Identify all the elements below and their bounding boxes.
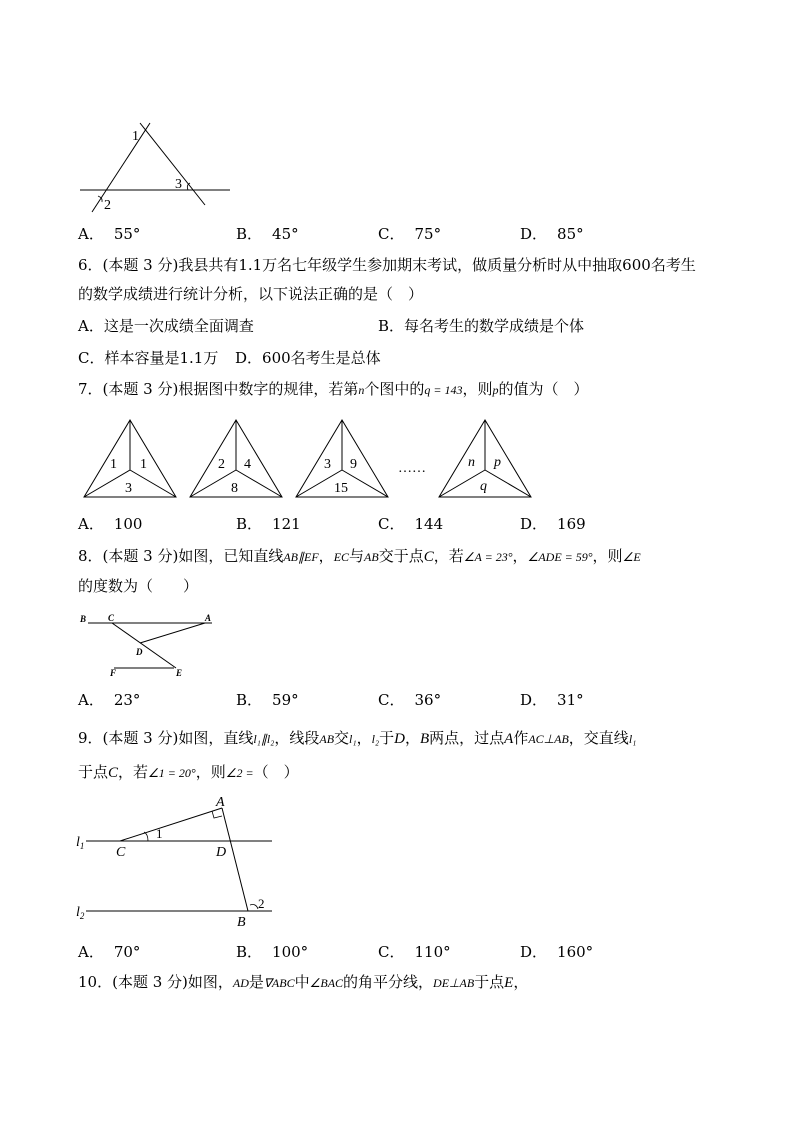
- option-value: 31°: [557, 691, 584, 709]
- q8-text-f: ，: [512, 547, 528, 565]
- option-value: 110°: [414, 943, 451, 961]
- q9-expr-9: l₁: [628, 732, 637, 746]
- q7-var-p: p: [492, 383, 499, 397]
- q9-option-b[interactable]: [236, 942, 308, 962]
- q7-stem-text-d: 的值为（ ）: [498, 380, 589, 398]
- q6-option-d[interactable]: D．600名考生是总体: [235, 349, 381, 367]
- q9-option-c[interactable]: [378, 942, 451, 962]
- q7-t2-right: 4: [244, 457, 251, 472]
- q9-label-angle-1: 1: [156, 826, 163, 841]
- q9-text-2c: ，则: [195, 763, 226, 781]
- option-letter: C．: [378, 225, 405, 243]
- q9-expr-7: A: [504, 731, 514, 747]
- q9-expr-6: B: [419, 731, 430, 747]
- q9-label-l2: $l_2$: [76, 905, 85, 921]
- option-value: 169: [557, 515, 586, 533]
- q7-tn-left: n: [468, 455, 475, 470]
- option-value: 100: [113, 515, 143, 533]
- q9-expr-1: l₁∥l₂: [253, 732, 275, 746]
- q10-expr-2: ∇ABC: [263, 976, 295, 990]
- q10-expr-1: AD: [232, 976, 249, 990]
- q6-stem-line2: 的数学成绩进行统计分析，以下说法正确的是（ ）: [78, 285, 424, 303]
- q9-expr-12: ∠2 =: [225, 766, 254, 780]
- q9-expr-8: AC⊥AB: [528, 732, 569, 746]
- option-letter: D．: [520, 943, 548, 961]
- q8-expr-3: AB: [364, 550, 379, 564]
- q9-expr-4: l₂: [371, 732, 380, 746]
- q7-ellipsis: ……: [398, 461, 426, 476]
- q9-label-c: C: [116, 845, 126, 860]
- option-value: 59°: [272, 691, 299, 709]
- q8-text-e: ，若: [433, 547, 464, 565]
- q10-text-c: 中: [294, 973, 310, 991]
- q7-t3-left: 3: [324, 457, 331, 472]
- option-letter: D．: [520, 225, 548, 243]
- q8-text-c: 与: [349, 547, 365, 565]
- option-value: 160°: [557, 943, 594, 961]
- q7-t2-left: 2: [218, 457, 225, 472]
- q10-expr-3: ∠BAC: [309, 976, 344, 990]
- q9-label-l1: $l_1$: [76, 835, 85, 851]
- q9-expr-10: C: [108, 765, 119, 781]
- option-letter: B．: [236, 943, 263, 961]
- q9-expr-3: l₁: [349, 732, 357, 746]
- q9-text-g: 两点，过点: [429, 729, 505, 747]
- q9-option-d[interactable]: [520, 942, 593, 962]
- q9-text-f: ，: [404, 729, 420, 747]
- q5-angle-label-1: 1: [132, 129, 139, 144]
- q9-text-i: ，交直线: [568, 729, 629, 747]
- q8-stem-line2: 的度数为（ ）: [78, 577, 199, 595]
- q8-label-f: F: [110, 668, 117, 678]
- q10-text-a: 10．(本题 3 分)如图，: [78, 973, 233, 991]
- q8-expr-4: C: [423, 549, 434, 565]
- q7-tn-right: p: [494, 455, 501, 470]
- q8-text-g: ，则: [592, 547, 623, 565]
- q9-text-c: 交: [334, 729, 350, 747]
- q8-expr-6: ∠ADE = 59°: [527, 550, 593, 564]
- q7-t1-left: 1: [110, 457, 117, 472]
- option-letter: A．: [78, 225, 104, 243]
- option-letter: B．: [236, 225, 263, 243]
- q6-option-b[interactable]: B．每名考生的数学成绩是个体: [378, 317, 585, 335]
- q8-expr-1: AB∥EF: [283, 550, 319, 564]
- q7-tn-bottom: q: [480, 479, 487, 494]
- q9-text-b: ，线段: [274, 729, 320, 747]
- q7-t3-right: 9: [350, 457, 357, 472]
- q9-option-a[interactable]: [78, 942, 140, 962]
- q8-label-b: B: [80, 614, 87, 624]
- q7-var-n: n: [358, 383, 365, 397]
- q7-t1-right: 1: [140, 457, 147, 472]
- q9-text-d: ，: [356, 729, 372, 747]
- option-value: 55°: [113, 225, 141, 243]
- q10-text-f: ，: [513, 973, 529, 991]
- q7-t3-bottom: 15: [334, 481, 348, 496]
- q7-stem-text-a: 7．(本题 3 分)根据图中数字的规律，若第: [78, 380, 359, 398]
- q6-option-a[interactable]: A．这是一次成绩全面调查: [78, 317, 254, 335]
- option-value: 144: [414, 515, 444, 533]
- option-letter: C．: [378, 943, 405, 961]
- q9-text-e: 于: [379, 729, 395, 747]
- q8-text-d: 交于点: [378, 547, 424, 565]
- q8-expr-2: EC: [333, 550, 350, 564]
- option-letter: D．: [520, 515, 548, 533]
- option-letter: B．: [236, 515, 263, 533]
- q9-expr-11: ∠1 = 20°: [148, 766, 196, 780]
- q9-text-a: 9．(本题 3 分)如图，直线: [78, 729, 254, 747]
- q7-stem-text-b: 个图中的: [364, 380, 425, 398]
- option-value: 85°: [557, 225, 584, 243]
- q10-expr-4: DE⊥AB: [433, 976, 475, 990]
- option-value: 45°: [272, 225, 299, 243]
- option-letter: C．: [378, 691, 405, 709]
- option-value: 121: [272, 515, 301, 533]
- option-value: 70°: [113, 943, 141, 961]
- option-letter: B．: [236, 691, 263, 709]
- option-value: 100°: [272, 943, 309, 961]
- option-letter: A．: [78, 943, 104, 961]
- q5-angle-label-3: 3: [175, 177, 182, 192]
- q8-expr-7: ∠E: [622, 550, 641, 564]
- q8-label-d: D: [136, 647, 143, 657]
- q7-t2-bottom: 8: [231, 481, 238, 496]
- q9-label-angle-2: 2: [258, 896, 265, 911]
- option-value: 75°: [414, 225, 442, 243]
- q9-label-d: D: [216, 845, 227, 860]
- q9-label-a: A: [216, 795, 225, 810]
- q9-text-2a: 于点: [78, 763, 109, 781]
- q9-text-h: 作: [513, 729, 529, 747]
- q8-text-b: ，: [318, 547, 334, 565]
- option-letter: D．: [520, 691, 548, 709]
- q9-text-2d: （ ）: [253, 763, 299, 781]
- q9-text-2b: ，若: [118, 763, 149, 781]
- q7-t1-bottom: 3: [125, 481, 132, 496]
- option-letter: A．: [78, 515, 104, 533]
- q8-label-a: A: [205, 613, 212, 623]
- q10-expr-5: E: [504, 975, 514, 991]
- q6-stem-line1: 6．(本题 3 分)我县共有1.1万名七年级学生参加期末考试，做质量分析时从中抽取600名考生: [78, 256, 696, 274]
- q9-label-b: B: [237, 915, 246, 930]
- q9-expr-5: D: [394, 731, 405, 747]
- q10-stem-line1: [78, 972, 528, 993]
- q8-label-c: C: [108, 613, 115, 623]
- q5-angle-label-2: 2: [104, 198, 111, 213]
- q8-text-a: 8．(本题 3 分)如图，已知直线: [78, 547, 284, 565]
- option-value: 23°: [113, 691, 141, 709]
- q7-expr: q = 143: [424, 383, 463, 397]
- option-letter: C．: [378, 515, 405, 533]
- q10-text-e: 于点: [474, 973, 505, 991]
- q9-expr-2: AB: [319, 732, 335, 746]
- q10-text-d: 的角平分线，: [343, 973, 434, 991]
- q8-expr-5: ∠A = 23°: [463, 550, 513, 564]
- q6-option-c[interactable]: C．样本容量是1.1万: [78, 349, 219, 367]
- option-letter: A．: [78, 691, 104, 709]
- q7-stem-text-c: ，则: [462, 380, 493, 398]
- option-value: 36°: [414, 691, 442, 709]
- q8-label-e: E: [176, 668, 183, 678]
- q10-text-b: 是: [248, 973, 264, 991]
